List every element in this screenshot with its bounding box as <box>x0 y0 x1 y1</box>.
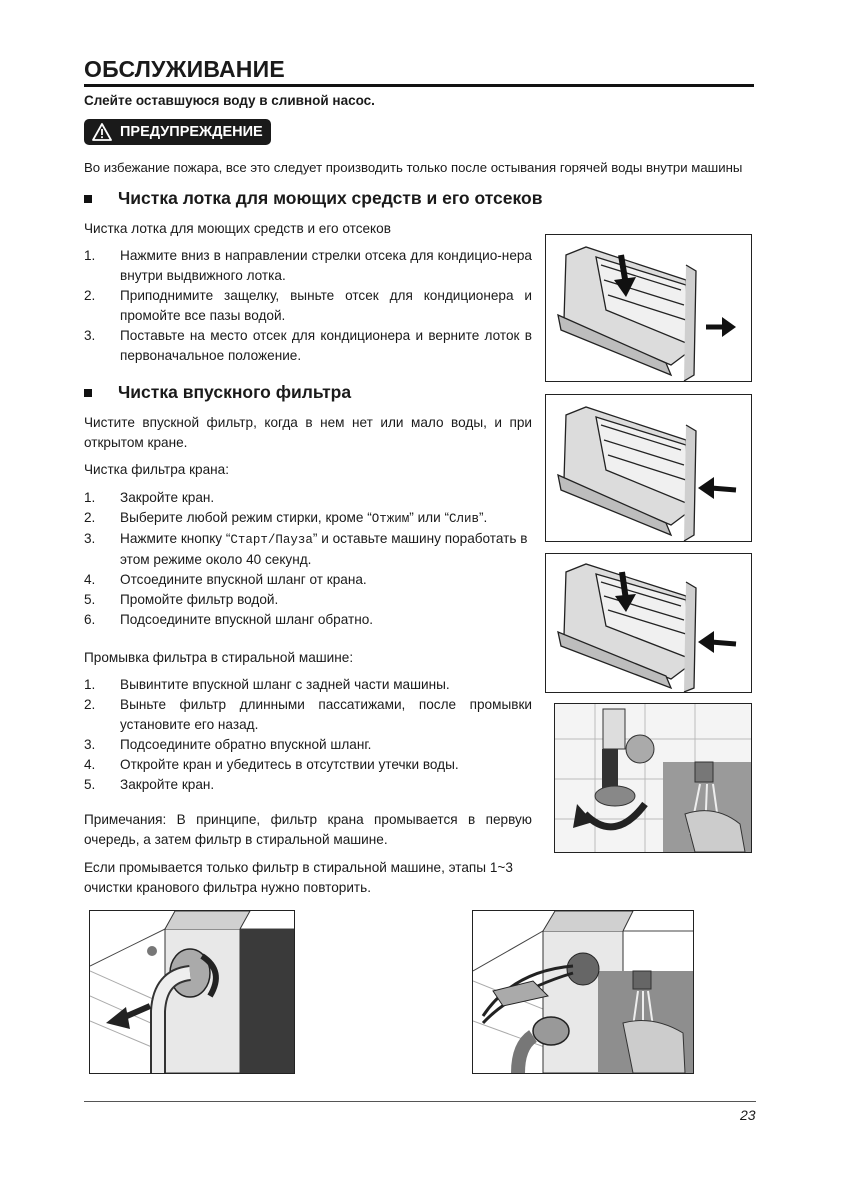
list-item: 2. Выньте фильтр длинными пассатижами, после промывки установите его назад. <box>84 697 532 732</box>
list-item: 1. Закройте кран. <box>84 490 215 505</box>
warning-label: ПРЕДУПРЕЖДЕНИЕ <box>120 124 263 140</box>
page-title: ОБСЛУЖИВАНИЕ <box>84 56 285 82</box>
figure-drawer-return <box>545 553 752 693</box>
list-item: 3. Поставьте на место отсек для кондиционера и верните лоток в первоначальное положение. <box>84 328 532 363</box>
warning-triangle-icon <box>92 123 112 141</box>
warning-badge <box>84 119 271 145</box>
list-item: 3. Подсоедините обратно впускной шланг. <box>84 737 372 752</box>
figure-hose-unscrew <box>89 910 295 1074</box>
tap-filter-title: Чистка фильтра крана: <box>84 462 230 477</box>
list-item: 2. Выберите любой режим стирки, кроме “Отжим” или “Слив”. <box>84 510 488 526</box>
section-heading-text: Чистка лотка для моющих средств и его отсеков <box>118 188 543 208</box>
note-1: Примечания: В принципе, фильтр крана промывается в первую очередь, а затем фильтр в стиральной машине. <box>84 812 532 847</box>
warning-text: Во избежание пожара, все это следует производить только после остывания горячей воды внутри машины <box>84 160 743 175</box>
page-subtitle: Слейте оставшуюся воду в сливной насос. <box>84 93 375 108</box>
tap-filter-steps <box>84 488 544 630</box>
list-item: 5. Закройте кран. <box>84 777 215 792</box>
list-item: 1. Нажмите вниз в направлении стрелки отсека для кондицио-нера внутри выдвижного лотка. <box>84 248 532 283</box>
list-item: 3. Нажмите кнопку “Старт/Пауза” и оставьте машину поработать в этом режиме около 40 секунд. <box>84 531 528 567</box>
list-item: 6. Подсоедините впускной шланг обратно. <box>84 612 374 627</box>
mode-drain: Слив <box>449 512 480 526</box>
section1-intro: Чистка лотка для моющих средств и его отсеков <box>84 221 391 236</box>
section-bullet <box>84 195 92 203</box>
machine-filter-title: Промывка фильтра в стиральной машине: <box>84 650 354 665</box>
figure-drawer-press <box>545 234 752 382</box>
section-heading-detergent <box>84 188 543 209</box>
figure-drawer-latch <box>545 394 752 542</box>
button-start-pause: Старт/Пауза <box>230 533 313 547</box>
section1-steps <box>84 246 532 366</box>
note-2: Если промывается только фильтр в стиральной машине, этапы 1~3 очистки кранового фильтра нужно повторить. <box>84 860 513 895</box>
figure-tap-filter <box>554 703 752 853</box>
title-rule <box>84 84 754 87</box>
list-item: 4. Откройте кран и убедитесь в отсутствии утечки воды. <box>84 757 459 772</box>
figure-machine-filter <box>472 910 694 1074</box>
page-number: 23 <box>740 1107 756 1123</box>
machine-filter-steps <box>84 675 532 795</box>
section2-intro: Чистите впускной фильтр, когда в нем нет или мало воды, и при открытом кране. <box>84 415 532 450</box>
list-item: 2. Приподнимите защелку, выньте отсек для кондиционера и промойте все пазы водой. <box>84 288 532 323</box>
section-heading-text: Чистка впускного фильтра <box>118 382 352 402</box>
section-heading-filter <box>84 382 351 403</box>
list-item: 5. Промойте фильтр водой. <box>84 592 279 607</box>
footer-rule <box>84 1101 756 1102</box>
mode-spin: Отжим <box>371 512 410 526</box>
section-bullet <box>84 389 92 397</box>
list-item: 1. Вывинтите впускной шланг с задней части машины. <box>84 677 450 692</box>
list-item: 4. Отсоедините впускной шланг от крана. <box>84 572 367 587</box>
